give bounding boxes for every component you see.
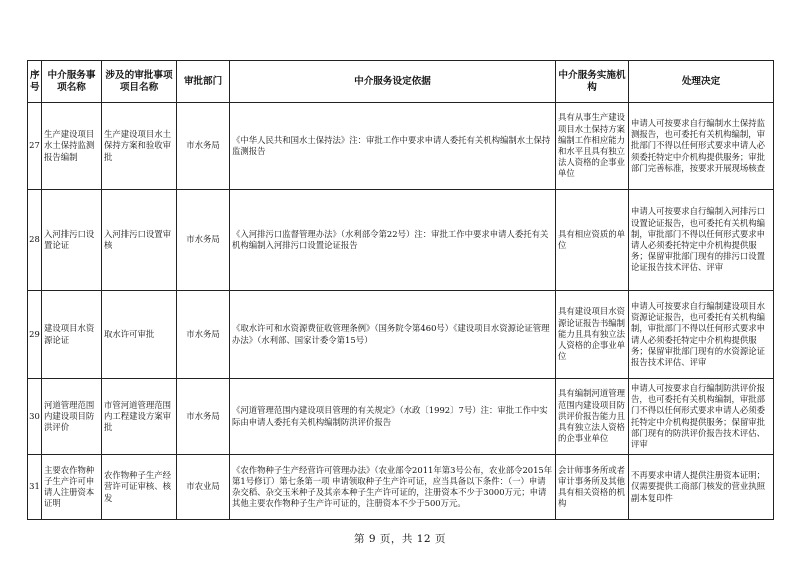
row-basis: 《河道管理范围内建设项目管理的有关规定》（水政〔1992〕7号）注：审批工作中实际由申请人委托有关机构编制防洪评价报告 bbox=[230, 379, 556, 455]
row-agency: 具有编制河道管理范围内建设项目防洪评价报告能力且具有独立法人资格的企事业单位 bbox=[556, 379, 629, 455]
table-row bbox=[28, 291, 774, 379]
row-basis: 《中华人民共和国水土保持法》注：审批工作中要求申请人委托有关机构编制水土保持监测报告 bbox=[230, 103, 556, 190]
row-decision: 申请人可按要求自行编制水土保持监测报告，也可委托有关机构编制，审批部门不得以任何形式要求申请人必须委托特定中介机构提供服务；审批部门完善标准，按要求开展现场核查 bbox=[629, 103, 774, 190]
row-decision: 申请人可按要求自行编制建设项目水资源论证报告，也可委托有关机构编制，审批部门不得以任何形式要求申请人必须委托特定中介机构提供服务；保留审批部门现有的水资源论证报告技术评估、评审 bbox=[629, 291, 774, 379]
row-service-name: 生产建设项目水土保持监测报告编制 bbox=[42, 103, 102, 190]
row-no: 27 bbox=[28, 103, 42, 190]
row-approval-item: 入河排污口设置审核 bbox=[102, 190, 177, 291]
row-no: 28 bbox=[28, 190, 42, 291]
row-department: 市水务局 bbox=[177, 379, 230, 455]
intermediary-services-table bbox=[27, 60, 774, 520]
table-row bbox=[28, 455, 774, 520]
table-row bbox=[28, 379, 774, 455]
row-approval-item: 农作物种子生产经营许可证审核、核发 bbox=[102, 455, 177, 520]
table-row bbox=[28, 190, 774, 291]
row-no: 29 bbox=[28, 291, 42, 379]
row-approval-item: 市管河道管理范围内工程建设方案审批 bbox=[102, 379, 177, 455]
page-footer: 第 9 页，共 12 页 bbox=[354, 533, 446, 545]
row-approval-item: 生产建设项目水土保持方案和验收审批 bbox=[102, 103, 177, 190]
row-agency: 具有建设项目水资源论证报告书编制能力且具有独立法人资格的企事业单位 bbox=[556, 291, 629, 379]
header-decision: 处理决定 bbox=[629, 61, 774, 103]
row-service-name: 建设项目水资源论证 bbox=[42, 291, 102, 379]
header-department: 审批部门 bbox=[177, 61, 230, 103]
header-approval-item: 涉及的审批事项项目名称 bbox=[102, 61, 177, 103]
table-row bbox=[28, 103, 774, 190]
row-approval-item: 取水许可审批 bbox=[102, 291, 177, 379]
row-agency: 具有从事生产建设项目水土保持方案编制工作相应能力和水平且具有独立法人资格的企事业单位 bbox=[556, 103, 629, 190]
row-service-name: 入河排污口设置论证 bbox=[42, 190, 102, 291]
row-service-name: 主要农作物种子生产许可申请人注册资本证明 bbox=[42, 455, 102, 520]
header-service-name: 中介服务事项名称 bbox=[42, 61, 102, 103]
row-decision: 申请人可按要求自行编制防洪评价报告，也可委托有关机构编制，审批部门不得以任何形式要求申请人必须委托特定中介机构提供服务；保留审批部门现有的防洪评价报告技术评估、评审 bbox=[629, 379, 774, 455]
header-no: 序号 bbox=[28, 61, 42, 103]
row-basis: 《入河排污口监督管理办法》（水利部令第22号）注：审批工作中要求申请人委托有关机构编制入河排污口设置论证报告 bbox=[230, 190, 556, 291]
header-agency: 中介服务实施机构 bbox=[556, 61, 629, 103]
row-agency: 会计师事务所或者审计事务所及其他具有相关资格的机构 bbox=[556, 455, 629, 520]
row-department: 市水务局 bbox=[177, 190, 230, 291]
row-no: 30 bbox=[28, 379, 42, 455]
header-basis: 中介服务设定依据 bbox=[230, 61, 556, 103]
row-decision: 不再要求申请人提供注册资本证明；仅需要提供工商部门核发的营业执照副本复印件 bbox=[629, 455, 774, 520]
row-department: 市农业局 bbox=[177, 455, 230, 520]
row-basis: 《取水许可和水资源费征收管理条例》（国务院令第460号）《建设项目水资源论证管理办法》（水利部、国家计委令第15号） bbox=[230, 291, 556, 379]
table-header-row bbox=[28, 61, 774, 103]
row-service-name: 河道管理范围内建设项目防洪评价 bbox=[42, 379, 102, 455]
row-department: 市水务局 bbox=[177, 291, 230, 379]
row-no: 31 bbox=[28, 455, 42, 520]
row-agency: 具有相应资质的单位 bbox=[556, 190, 629, 291]
row-department: 市水务局 bbox=[177, 103, 230, 190]
row-basis: 《农作物种子生产经营许可管理办法》（农业部令2011年第3号公布，农业部令2015年第1号修订）第七条第一项 申请领取种子生产许可证，应当具备以下条件：（一）申请杂交稻、杂交玉米种子及其亲本种子生产许可证的，注册资本不少于3000万元；申请其他主要农作物种子生产许可证的，注册资本不少于500万元。 bbox=[230, 455, 556, 520]
row-decision: 申请人可按要求自行编制入河排污口设置论证报告，也可委托有关机构编制，审批部门不得以任何形式要求申请人必须委托特定中介机构提供服务；保留审批部门现有的排污口设置论证报告技术评估、评审 bbox=[629, 190, 774, 291]
